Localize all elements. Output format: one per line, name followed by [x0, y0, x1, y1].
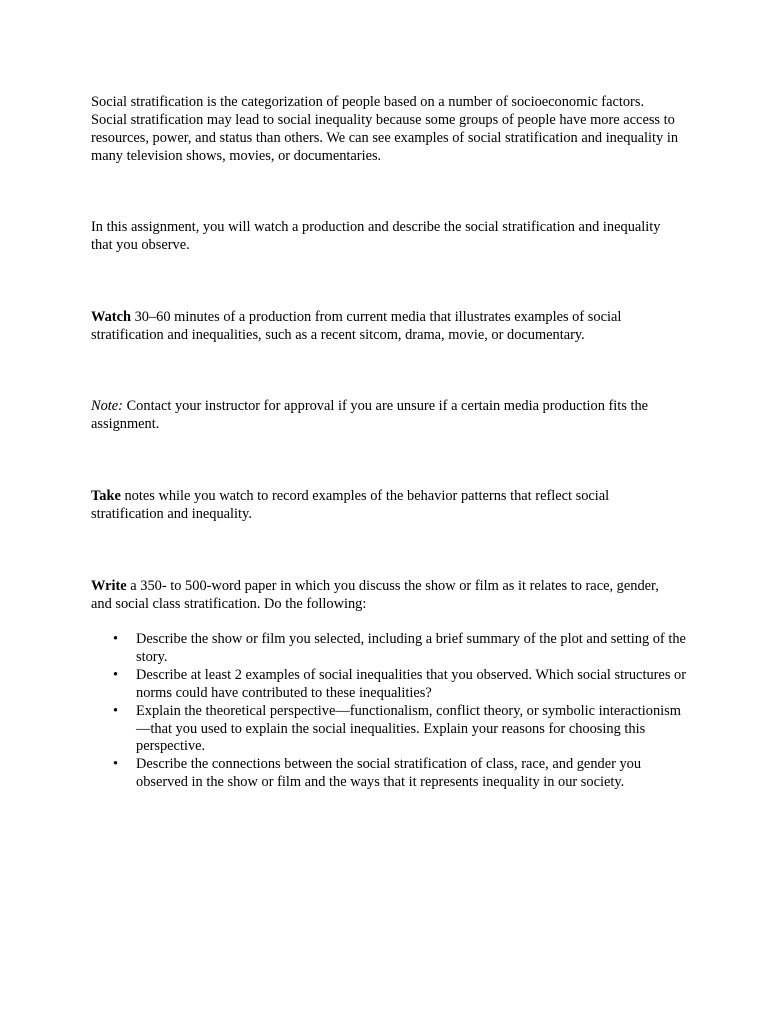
- bullet-icon: •: [113, 631, 119, 647]
- note-paragraph: [91, 398, 681, 434]
- watch-paragraph: [91, 309, 681, 345]
- take-text: notes while you watch to record examples of the behavior patterns that reflect social stratification and inequality.: [91, 488, 610, 522]
- write-text: a 350- to 500-word paper in which you discuss the show or film as it relates to race, gender, and social class stratification. Do the following:: [91, 578, 659, 612]
- list-item: [91, 631, 686, 667]
- write-paragraph: [91, 578, 681, 614]
- watch-text: 30–60 minutes of a production from current media that illustrates examples of social stratification and inequalities, such as a recent sitcom, drama, movie, or documentary.: [91, 309, 622, 343]
- list-item-text: Describe at least 2 examples of social inequalities that you observed. Which social structures or norms could have contributed to these inequalities?: [136, 666, 687, 701]
- bullet-icon: •: [113, 756, 119, 773]
- intro-paragraph: Social stratification is the categorization of people based on a number of socioeconomic factors. Social stratification may lead to social inequality because some groups of people have more access to resources, power, and status than others. We can see examples of social stratification and inequality in many television shows, movies, or documentaries.: [91, 94, 679, 164]
- bullet-icon: •: [113, 666, 119, 683]
- take-paragraph: [91, 488, 681, 524]
- list-item: [91, 703, 686, 757]
- watch-lead: Watch: [91, 309, 131, 325]
- list-item-text: Describe the show or film you selected, including a brief summary of the plot and setting of the story.: [136, 631, 686, 665]
- list-item-text: Explain the theoretical perspective—functionalism, conflict theory, or symbolic interactionism—that you used to explain the social inequalities. Explain your reasons for choosing this perspective.: [136, 702, 681, 755]
- list-item: [91, 756, 686, 792]
- list-item-text: Describe the connections between the social stratification of class, race, and gender you observed in the show or film and the ways that it represents inequality in our society.: [136, 756, 642, 791]
- note-lead: Note:: [91, 398, 123, 414]
- take-lead: Take: [91, 488, 121, 504]
- write-lead: Write: [91, 578, 127, 594]
- list-item: [91, 667, 686, 703]
- task-list: [91, 631, 686, 792]
- assignment-paragraph: In this assignment, you will watch a production and describe the social stratification and inequality that you observe.: [91, 219, 661, 253]
- bullet-icon: •: [113, 702, 119, 719]
- note-text: Contact your instructor for approval if you are unsure if a certain media production fits the assignment.: [91, 398, 649, 432]
